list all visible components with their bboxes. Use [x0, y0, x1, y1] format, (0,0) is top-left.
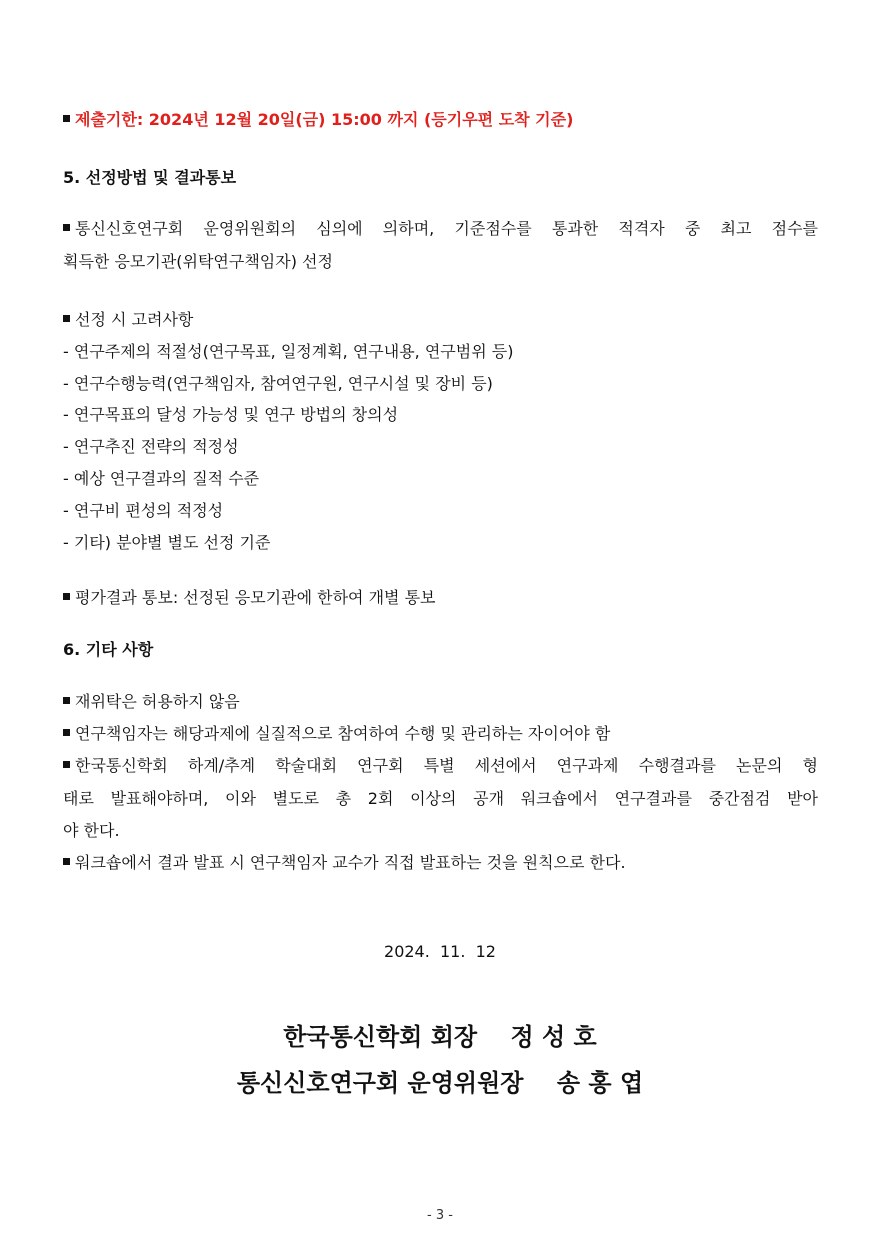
criteria-item: - 연구주제의 적절성(연구목표, 일정계획, 연구내용, 연구범위 등) — [63, 342, 514, 361]
deadline-text: 제출기한: 2024년 12월 20일(금) 15:00 까지 (등기우편 도착 기준) — [75, 110, 574, 129]
criteria-item: - 연구수행능력(연구책임자, 참여연구원, 연구시설 및 장비 등) — [63, 374, 493, 393]
square-bullet-icon — [63, 115, 70, 122]
page-number: - 3 - — [427, 1208, 453, 1223]
criteria-item: - 연구목표의 달성 가능성 및 연구 방법의 창의성 — [63, 405, 399, 424]
square-bullet-icon — [63, 858, 70, 865]
square-bullet-icon — [63, 729, 70, 736]
square-bullet-icon — [63, 593, 70, 600]
section6-heading: 6. 기타 사항 — [63, 640, 154, 659]
criteria-item: - 연구비 편성의 적정성 — [63, 501, 224, 520]
result-notice: 평가결과 통보: 선정된 응모기관에 한하여 개별 통보 — [63, 588, 818, 608]
square-bullet-icon — [63, 315, 70, 322]
criteria-item: - 예상 연구결과의 질적 수준 — [63, 469, 260, 488]
signature-line-2: 통신신호연구회 운영위원장 송 홍 엽 — [236, 1069, 644, 1097]
criteria-title: 선정 시 고려사항 — [63, 310, 818, 330]
section6-item3-line3: 야 한다. — [63, 821, 120, 840]
section6-item: 연구책임자는 해당과제에 실질적으로 참여하여 수행 및 관리하는 자이어야 함 — [63, 724, 818, 744]
section5-para1-line1: 통신신호연구회 운영위원회의 심의에 의하며, 기준점수를 통과한 적격자 중 최고 점수를 — [63, 219, 818, 239]
square-bullet-icon — [63, 761, 70, 768]
section5-heading: 5. 선정방법 및 결과통보 — [63, 168, 237, 187]
section6-item3-line2: 태로 발표해야하며, 이와 별도로 총 2회 이상의 공개 워크숍에서 연구결과를 중간점검 받아 — [63, 789, 818, 808]
section6-item: 재위탁은 허용하지 않음 — [63, 692, 818, 712]
criteria-item: - 기타) 분야별 별도 선정 기준 — [63, 533, 271, 552]
section5-para1-line2: 획득한 응모기관(위탁연구책임자) 선정 — [63, 252, 333, 271]
signature-line-1: 한국통신학회 회장 정 성 호 — [283, 1023, 597, 1051]
criteria-item: - 연구추진 전략의 적정성 — [63, 437, 239, 456]
document-date: 2024. 11. 12 — [384, 942, 496, 961]
deadline-line — [63, 110, 818, 130]
square-bullet-icon — [63, 224, 70, 231]
square-bullet-icon — [63, 697, 70, 704]
section6-item: 워크숍에서 결과 발표 시 연구책임자 교수가 직접 발표하는 것을 원칙으로 한다. — [63, 853, 818, 873]
section6-item3-line1: 한국통신학회 하계/추계 학술대회 연구회 특별 세션에서 연구과제 수행결과를 논문의 형 — [63, 756, 818, 776]
